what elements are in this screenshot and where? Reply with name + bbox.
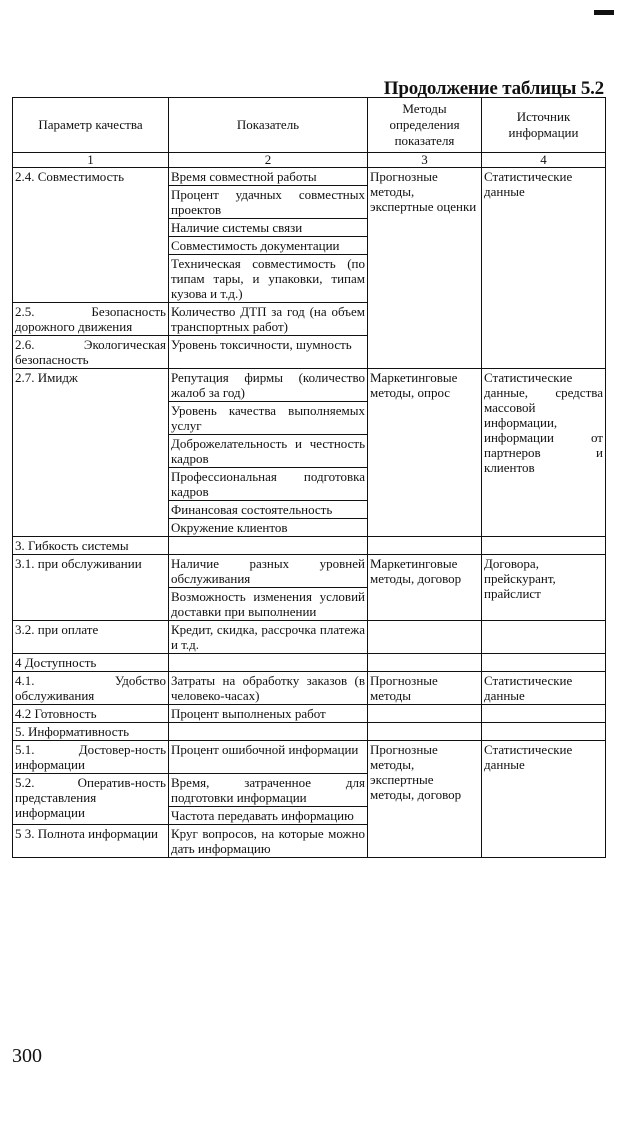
indicator-cell: Возможность изменения условий доставки при выполнении xyxy=(169,588,368,621)
source-cell: Статистические данные xyxy=(482,672,606,705)
indicator-cell: Уровень качества выполняемых услуг xyxy=(169,402,368,435)
section-cell: 3. Гибкость системы xyxy=(13,537,169,555)
indicator-cell: Время совместной работы xyxy=(169,168,368,186)
indicator-cell: Процент выполненых работ xyxy=(169,705,368,723)
method-cell: Прогнозные методы xyxy=(368,672,482,705)
column-number: 4 xyxy=(482,153,606,168)
indicator-cell: Процент ошибочной информации xyxy=(169,741,368,774)
indicator-cell: Круг вопросов, на которые можно дать информацию xyxy=(169,825,368,858)
indicator-cell: Финансовая состоятельность xyxy=(169,501,368,519)
method-cell: Прогнозные методы, экспертные оценки xyxy=(368,168,482,369)
section-row xyxy=(13,654,606,672)
section-cell: 5. Информативность xyxy=(13,723,169,741)
indicator-cell: Совместимость документации xyxy=(169,237,368,255)
parameter-cell: 2.7. Имидж xyxy=(13,369,169,537)
indicator-cell: Профессиональная подготовка кадров xyxy=(169,468,368,501)
parameter-cell: 3.1. при обслуживании xyxy=(13,555,169,621)
indicator-cell: Репутация фирмы (количество жалоб за год) xyxy=(169,369,368,402)
indicator-cell: Количество ДТП за год (на объем транспортных работ) xyxy=(169,303,368,336)
header-source: Источник информации xyxy=(482,98,606,153)
section-row xyxy=(13,537,606,555)
parameter-cell: 2.5. Безопасность дорожного движения xyxy=(13,303,169,336)
section-row xyxy=(13,723,606,741)
parameter-cell: 4.1. Удобство обслуживания xyxy=(13,672,169,705)
table-row xyxy=(13,621,606,654)
table-row xyxy=(13,705,606,723)
parameter-cell: 5.2. Оператив-ность представления информации xyxy=(13,774,169,825)
quality-table xyxy=(12,97,606,858)
source-cell: Договора, прейскурант, прайслист xyxy=(482,555,606,621)
indicator-cell: Уровень токсичности, шумность xyxy=(169,336,368,369)
method-cell: Маркетинговые методы, договор xyxy=(368,555,482,621)
header-indicator: Показатель xyxy=(169,98,368,153)
indicator-cell: Наличие системы связи xyxy=(169,219,368,237)
indicator-cell: Процент удачных совместных проектов xyxy=(169,186,368,219)
parameter-cell: 5 3. Полнота информации xyxy=(13,825,169,858)
column-number: 1 xyxy=(13,153,169,168)
source-cell: Статистические данные xyxy=(482,168,606,369)
section-cell: 4 Доступность xyxy=(13,654,169,672)
source-cell: Статистические данные xyxy=(482,741,606,858)
source-cell: Статистические данные, средства массовой информации, информации от партнеров и клиентов xyxy=(482,369,606,537)
table-row xyxy=(13,672,606,705)
header-row xyxy=(13,98,606,153)
header-parameter: Параметр качества xyxy=(13,98,169,153)
indicator-cell: Наличие разных уровней обслуживания xyxy=(169,555,368,588)
parameter-cell: 2.6. Экологическая безопасность xyxy=(13,336,169,369)
header-method: Методы определения показателя xyxy=(368,98,482,153)
method-cell: Маркетинговые методы, опрос xyxy=(368,369,482,537)
table-row xyxy=(13,168,606,186)
parameter-cell: 3.2. при оплате xyxy=(13,621,169,654)
parameter-cell: 2.4. Совместимость xyxy=(13,168,169,303)
column-number-row xyxy=(13,153,606,168)
indicator-cell: Время, затраченное для подготовки информации xyxy=(169,774,368,807)
table-row xyxy=(13,369,606,402)
indicator-cell: Кредит, скидка, рассрочка платежа и т.д. xyxy=(169,621,368,654)
indicator-cell: Затраты на обработку заказов (в человеко-часах) xyxy=(169,672,368,705)
column-number: 2 xyxy=(169,153,368,168)
table-caption: Продолжение таблицы 5.2 xyxy=(383,78,604,99)
table-row xyxy=(13,741,606,774)
table-row xyxy=(13,555,606,588)
method-cell: Прогнозные методы, экспертные методы, договор xyxy=(368,741,482,858)
parameter-cell: 4.2 Готовность xyxy=(13,705,169,723)
corner-mark xyxy=(594,10,614,15)
column-number: 3 xyxy=(368,153,482,168)
page-number: 300 xyxy=(12,1045,42,1067)
indicator-cell: Частота передавать информацию xyxy=(169,807,368,825)
parameter-cell: 5.1. Достовер-ность информации xyxy=(13,741,169,774)
indicator-cell: Доброжелательность и честность кадров xyxy=(169,435,368,468)
indicator-cell: Техническая совместимость (по типам тары, и упаковки, типам кузова и т.д.) xyxy=(169,255,368,303)
indicator-cell: Окружение клиентов xyxy=(169,519,368,537)
